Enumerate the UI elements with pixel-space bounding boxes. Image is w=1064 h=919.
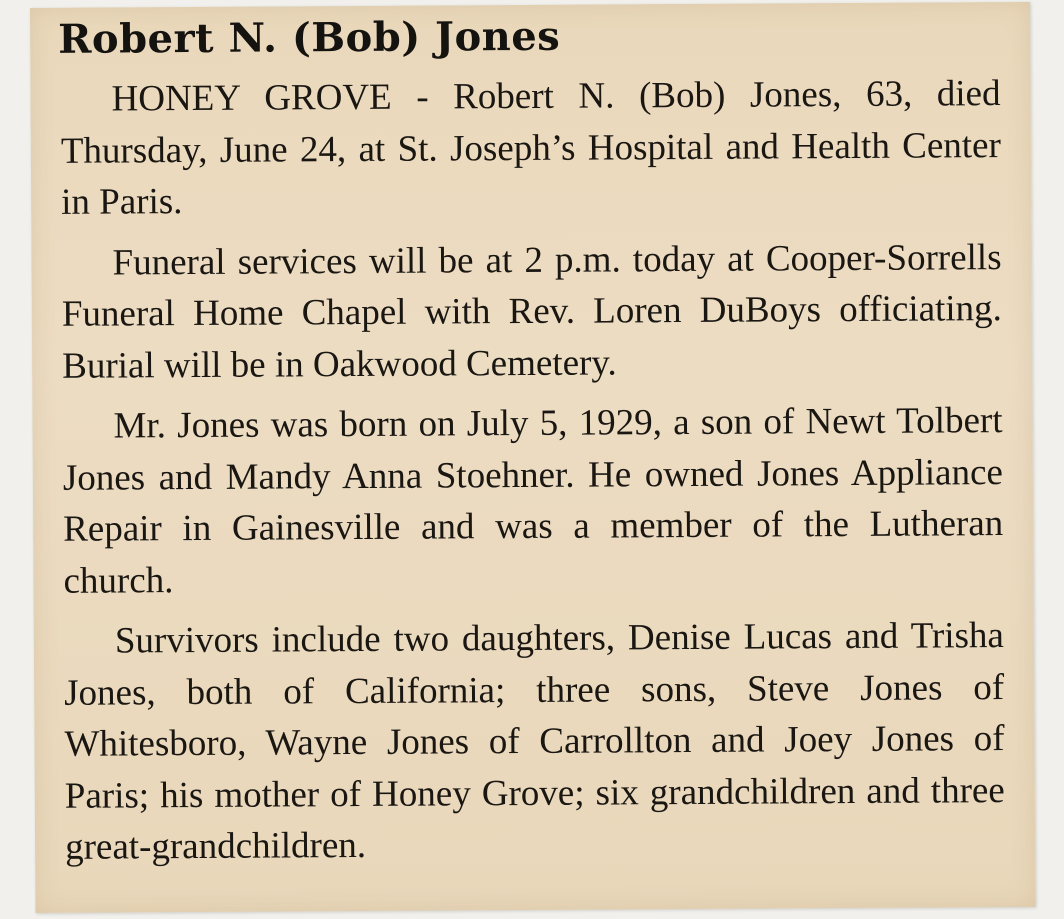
newspaper-clipping xyxy=(30,2,1036,913)
paragraph-survivors: Survivors include two daughters, Denise Lucas and Trisha Jones, both of California; three sons, Steve Jones of Whitesboro, Wayne Jones of Carrollton and Joey Jones of Paris; his mother of Honey Grove; six grandchildren and three great-grandchildren. xyxy=(64,615,1005,868)
paragraph-funeral-services: Funeral services will be at 2 p.m. today at Cooper-Sorrells Funeral Home Chapel with Rev. Loren DuBoys officiating. Burial will be in Oakwood Cemetery. xyxy=(61,236,1002,387)
obituary-headline: Robert N. (Bob) Jones xyxy=(58,12,561,63)
paragraph-biography: Mr. Jones was born on July 5, 1929, a son of Newt Tolbert Jones and Mandy Anna Stoehner. He owned Jones Appliance Repair in Gainesville and was a member of the Lutheran church. xyxy=(62,400,1004,602)
paragraph-death-notice: HONEY GROVE - Robert N. (Bob) Jones, 63, died Thursday, June 24, at St. Joseph’s Hospital and Health Center in Paris. xyxy=(60,73,1001,223)
obituary-body xyxy=(60,68,1005,882)
